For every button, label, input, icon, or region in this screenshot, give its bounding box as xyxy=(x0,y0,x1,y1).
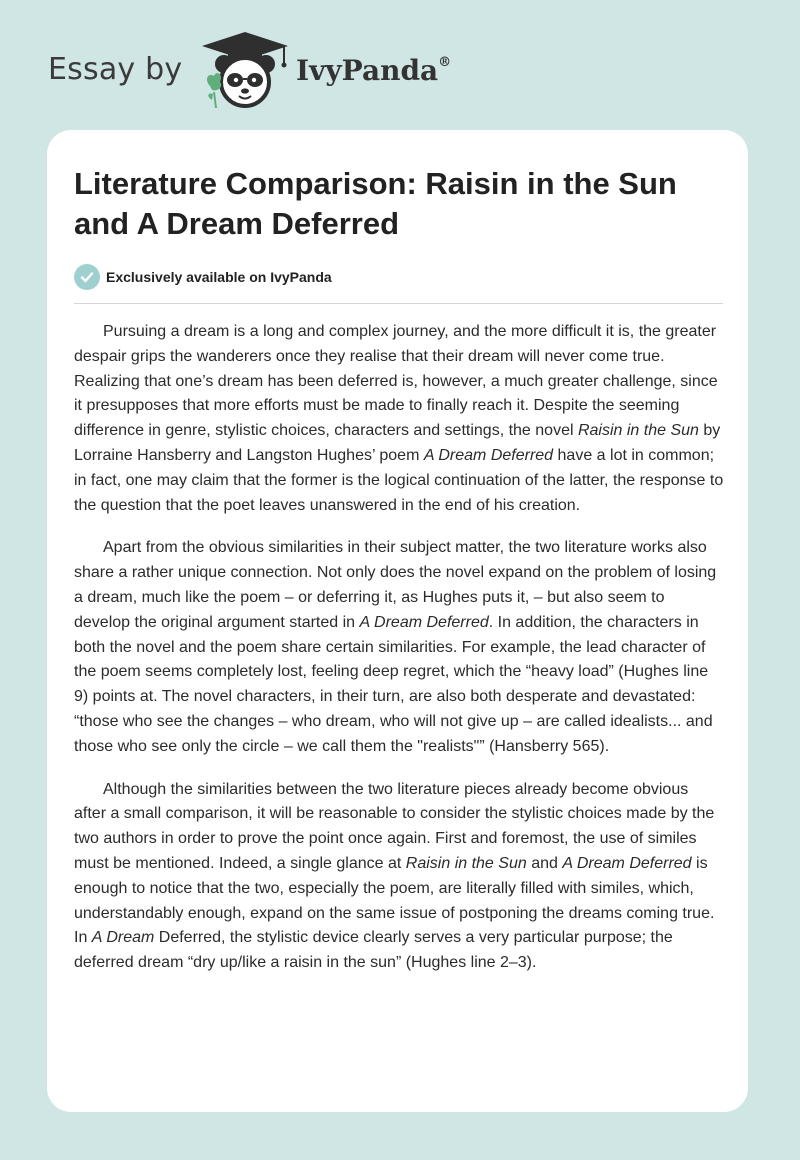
exclusive-badge xyxy=(74,264,332,290)
site-header xyxy=(48,30,508,110)
essay-paragraph xyxy=(74,778,724,976)
essay-paragraph xyxy=(74,536,724,759)
check-circle-icon xyxy=(74,264,100,290)
text-run: . In addition, the characters in both the novel and the poem share certain similarities. For example, the lead character of the poem seems completely lost, feeling deep regret, which the “heavy load” (Hughes line 9) points at. The novel characters, in their turn, are also both desperate and devastated: “those who see the changes – who dream, who will not give up – are called idealists... and those who see only the circle – we call them the "realists"” (Hansberry 565). xyxy=(74,613,713,755)
text-run: Pursuing a dream is a long and complex journey, and the more difficult it is, the greater despair grips the wanderers once they realise that their dream will never come true. Realizing that one’s dream has been deferred is, however, a much greater challenge, since it presupposes that more efforts must be made to finally reach it. Despite the seeming difference in genre, stylistic choices, characters and settings, the novel xyxy=(74,323,718,440)
text-run: Although the similarities between the two literature pieces already become obvious after a small comparison, it will be reasonable to consider the stylistic choices made by the two authors in order to prove the point once again. First and foremost, the use of similes must be mentioned. Indeed, a single glance at xyxy=(74,780,715,872)
registered-mark: ® xyxy=(438,54,452,70)
brand-name: IvyPanda® xyxy=(296,54,452,87)
text-run: and xyxy=(526,854,563,872)
text-run: Apart from the obvious similarities in their subject matter, the two literature works also share a rather unique connection. Not only does the novel expand on the problem of losing a dream, much like the poem – or deferring it, as Hughes puts it, – but also seem to develop the original argument started in xyxy=(74,539,717,631)
essay-card xyxy=(47,130,748,1112)
italic-title-run: A Dream Deferred xyxy=(423,446,554,464)
exclusive-badge-label: Exclusively available on IvyPanda xyxy=(106,269,332,285)
essay-by-label: Essay by xyxy=(48,52,183,87)
divider xyxy=(74,303,723,304)
essay-title: Literature Comparison: Raisin in the Sun and A Dream Deferred xyxy=(74,166,677,241)
italic-title-run: A Dream xyxy=(91,929,155,947)
text-run: by Lorraine Hansberry and Langston Hughes’ poem xyxy=(74,422,721,464)
italic-title-run: A Dream Deferred xyxy=(359,613,489,631)
italic-title-run: A Dream Deferred xyxy=(562,854,692,872)
italic-title-run: Raisin in the Sun xyxy=(577,422,699,440)
text-run: have a lot in common; in fact, one may claim that the former is the logical continuation of the latter, the response to the question that the poet leaves unanswered in the end of his creation. xyxy=(74,446,724,514)
italic-title-run: Raisin in the Sun xyxy=(405,854,527,872)
text-run: Deferred, the stylistic device clearly serves a very particular purpose; the deferred dream “dry up/like a raisin in the sun” (Hughes line 2–3). xyxy=(74,929,673,972)
essay-body xyxy=(74,320,724,994)
panda-graduate-icon xyxy=(200,30,290,110)
essay-paragraph xyxy=(74,320,724,518)
text-run: is enough to notice that the two, especially the poem, are literally filled with similes, which, understandably enough, expand on the same issue of postponing the dreams coming true. In xyxy=(74,854,715,947)
